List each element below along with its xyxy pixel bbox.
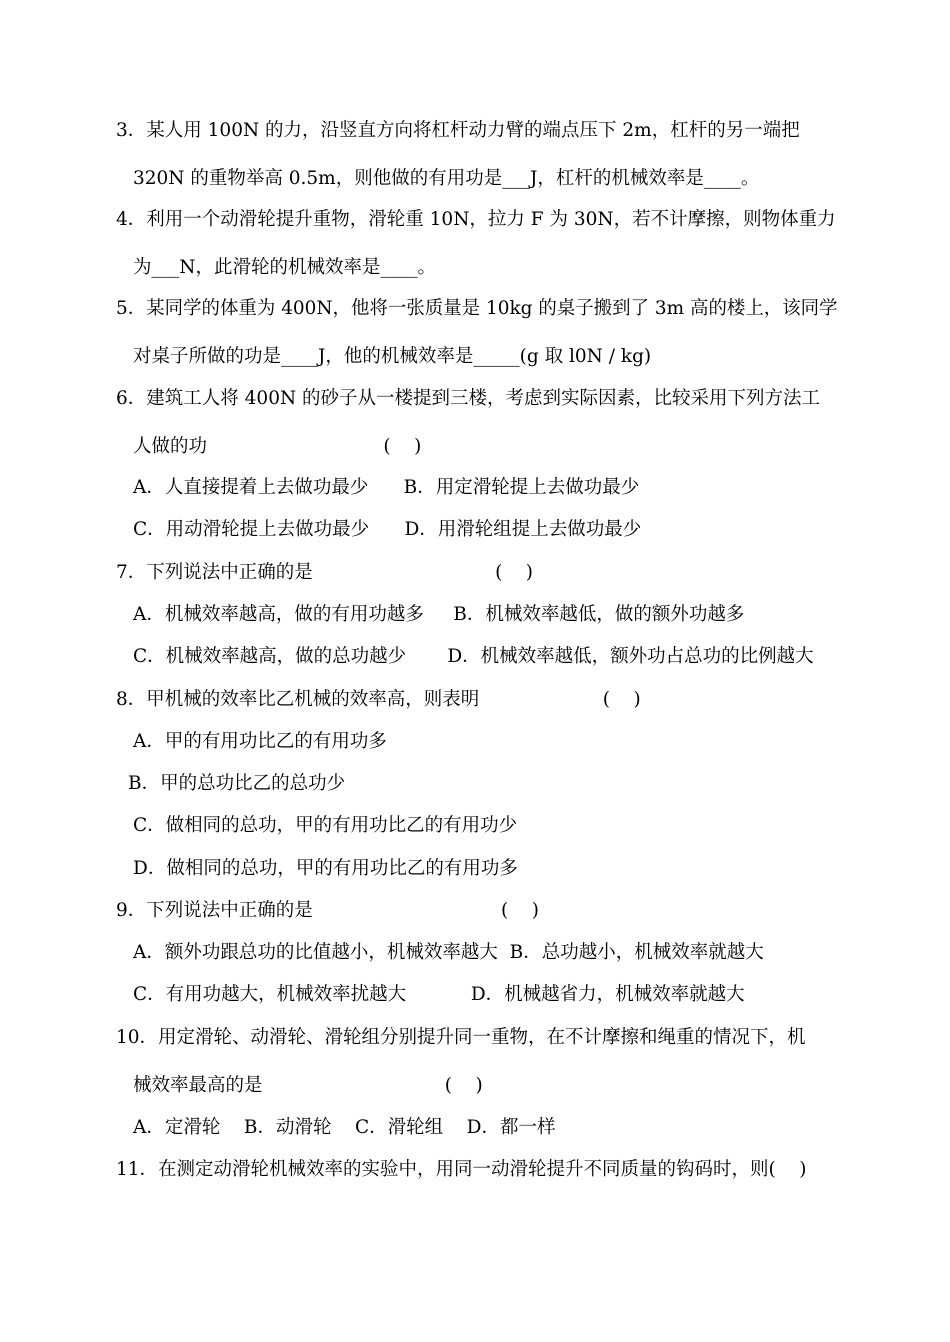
- question-7-options-cd: C．机械效率越高，做的总功越少 D．机械效率越低，额外功占总功的比例越大: [133, 646, 814, 667]
- question-6-options-cd: C．用动滑轮提上去做功最少 D．用滑轮组提上去做功最少: [133, 519, 642, 540]
- question-8-option-d: D．做相同的总功，甲的有用功比乙的有用功多: [133, 858, 518, 879]
- question-5-line-1: 5．某同学的体重为 400N，他将一张质量是 10kg 的桌子搬到了 3m 高的楼上，该同学: [116, 298, 838, 319]
- question-6-line-2: 人做的功 ( ): [133, 436, 422, 457]
- question-6-options-ab: A．人直接提着上去做功最少 B．用定滑轮提上去做功最少: [133, 477, 640, 498]
- question-8-option-a: A．甲的有用功比乙的有用功多: [133, 731, 387, 752]
- question-11-line-1: 11．在测定动滑轮机械效率的实验中，用同一动滑轮提升不同质量的钩码时，则( ): [116, 1159, 807, 1180]
- question-10-options: A．定滑轮 B．动滑轮 C．滑轮组 D．都一样: [133, 1117, 556, 1138]
- question-4-line-2: 为___N，此滑轮的机械效率是____。: [133, 257, 436, 278]
- question-9-options-ab: A．额外功跟总功的比值越小，机械效率越大 B．总功越小，机械效率就越大: [133, 942, 764, 963]
- question-6-line-1: 6．建筑工人将 400N 的砂子从一楼提到三楼，考虑到实际因素，比较采用下列方法工: [116, 388, 821, 409]
- question-3-line-1: 3．某人用 100N 的力，沿竖直方向将杠杆动力臂的端点压下 2m，杠杆的另一端把: [116, 120, 800, 141]
- question-4-line-1: 4．利用一个动滑轮提升重物，滑轮重 10N，拉力 F 为 30N，若不计摩擦，则物体重力: [116, 209, 836, 230]
- question-10-line-1: 10．用定滑轮、动滑轮、滑轮组分别提升同一重物，在不计摩擦和绳重的情况下，机: [116, 1027, 806, 1048]
- question-9-stem: 9．下列说法中正确的是 ( ): [116, 900, 539, 921]
- question-7-stem: 7．下列说法中正确的是 ( ): [116, 562, 534, 583]
- question-9-options-cd: C．有用功越大，机械效率扰越大 D．机械越省力，机械效率就越大: [133, 984, 745, 1005]
- question-5-line-2: 对桌子所做的功是____J，他的机械效率是_____(g 取 l0N / kg): [133, 346, 652, 367]
- question-7-options-ab: A．机械效率越高，做的有用功越多 B．机械效率越低，做的额外功越多: [133, 604, 745, 625]
- question-3-line-2: 320N 的重物举高 0.5m，则他做的有用功是___J，杠杆的机械效率是____。: [133, 168, 760, 189]
- question-8-stem: 8．甲机械的效率比乙机械的效率高，则表明 ( ): [116, 689, 641, 710]
- question-8-option-b: B．甲的总功比乙的总功少: [128, 773, 346, 794]
- question-10-line-2: 械效率最高的是 ( ): [133, 1075, 483, 1096]
- question-8-option-c: C．做相同的总功，甲的有用功比乙的有用功少: [133, 815, 518, 836]
